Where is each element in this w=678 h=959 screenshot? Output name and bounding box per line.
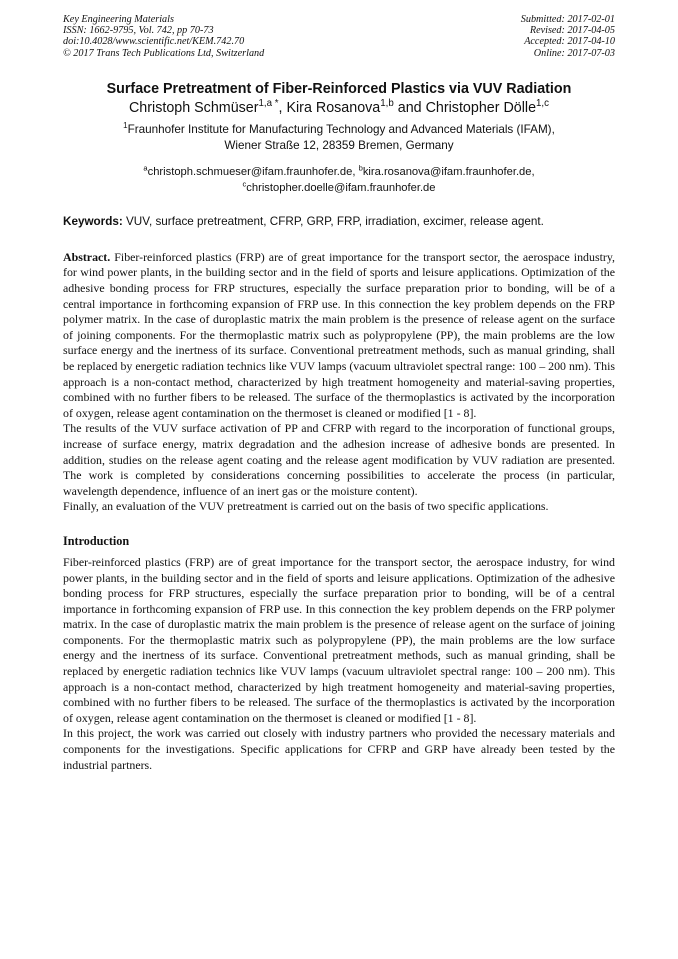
email-link[interactable]: kira.rosanova@ifam.fraunhofer.de,: [362, 165, 535, 178]
email-link[interactable]: christopher.doelle@ifam.fraunhofer.de: [246, 181, 436, 194]
header-right: [521, 14, 615, 59]
affiliation-line-1: Fraunhofer Institute for Manufacturing Technology and Advanced Materials (IFAM),: [127, 122, 555, 136]
abstract-label: Abstract.: [63, 249, 111, 264]
keywords-text: VUV, surface pretreatment, CFRP, GRP, FRP, irradiation, excimer, release agent.: [122, 214, 544, 228]
author-name: Christopher Dölle: [425, 99, 537, 116]
paper-title: Surface Pretreatment of Fiber-Reinforced Plastics via VUV Radiation: [106, 80, 572, 97]
affiliation: $^1$Fraunhofer Institute for Manufacturing Technology and Advanced Materials (IFAM), Wiener Straße 12, 28359 Bremen, Germany: [63, 122, 615, 155]
keywords: [63, 215, 615, 228]
copyright: © 2017 Trans Tech Publications Ltd, Switzerland: [63, 47, 265, 59]
header-left: [63, 14, 264, 59]
intro-paragraph: Fiber-reinforced plastics (FRP) are of great importance for the transport sector, the aerospace industry, for wind power plants, in the building sector and in the field of sports and leisure applications. Optimization of the adhesive bonding process for FRP structures, especially the surface preparation prior to bonding, will be of a central importance in forthcoming expansion of FRP use. In this connection the key problem depends on the FRP polymer matrix. In the case of duroplastic matrix the main problem is the presence of release agent on the surface of joining components. For the thermoplastic matrix such as polypropylene (PP), the main problems are the low surface energy and the inertness of its surface. Conventional pretreatment methods, such as manual grinding, shall be replaced by energetic radiation technics like VUV lamps (vacuum ultraviolet spectral range: 100 – 200 nm). This approach is a non-contact method, characterized by high treatment homogeneity and material-saving properties, combined with no further fibers to be released. The surface of the thermoplastics is activated by the incorporation of oxygen, release agent contamination on the thermoset is cleaned or modified [1 - 8].: [63, 554, 615, 725]
author-sup: 1,a *: [258, 98, 279, 110]
author-name: Kira Rosanova: [286, 99, 381, 116]
introduction-body: [63, 555, 615, 773]
affiliation-line-2: Wiener Straße 12, 28359 Bremen, Germany: [224, 139, 454, 153]
intro-paragraph: In this project, the work was carried out closely with industry partners who provided the necessary materials and components for the investigations. Specific applications for CFRP and GRP have already been tested by the industrial partners.: [63, 726, 615, 772]
doi: doi:10.4028/www.scientific.net/KEM.742.70: [63, 36, 245, 48]
journal-header: [63, 14, 615, 59]
email-link[interactable]: christoph.schmueser@ifam.fraunhofer.de,: [147, 165, 359, 178]
author-list: Christoph Schmüser$^{1,a *}$, Kira Rosanova$^{1,b}$ and Christopher Dölle$^{1,c}$: [128, 98, 549, 116]
accepted-date: Accepted: 2017-04-10: [524, 36, 615, 48]
keywords-label: Keywords:: [63, 214, 123, 228]
section-heading: Introduction: [63, 533, 130, 548]
author-name: Christoph Schmüser: [128, 99, 259, 116]
abstract-paragraph: The results of the VUV surface activation of PP and CFRP with regard to the incorporation of functional groups, increase of surface energy, matrix degradation and the adhesion increase of adhesive bonds are presented. In addition, studies on the release agent coating and the release agent modification by VUV radiation are presented. The work is completed by considerations concerning possibilities to accelerate the process (in particular, wavelength dependence, influence of an inert gas or the moisture content).: [63, 421, 615, 498]
online-date: Online: 2017-07-03: [533, 47, 615, 59]
author-sup: 1,c: [536, 98, 549, 110]
journal-name: Key Engineering Materials: [63, 14, 174, 25]
abstract-paragraph: Abstract. Fiber-reinforced plastics (FRP) are of great importance for the transport sector, the aerospace industry, for wind power plants, in the building sector and in the field of sports and leisure applications. Optimization of the adhesive bonding process for FRP structures, especially the surface preparation prior to bonding, will be of a central importance in forthcoming expansion of FRP use. In this connection the key problem depends on the FRP polymer matrix. In the case of duroplastic matrix the main problem is the presence of release agent on the surface of joining components. For the thermoplastic matrix such as polypropylene (PP), the main problems are the low surface energy and the inertness of its surface. Conventional pretreatment methods, such as manual grinding, shall be replaced by energetic radiation technics like VUV lamps (vacuum ultraviolet spectral range: 100 – 200 nm). This approach is a non-contact method, characterized by high treatment homogeneity and material-saving properties, combined with no further fibers to be released. The surface of the thermoplastics is activated by the incorporation of oxygen, release agent contamination on the thermoset is cleaned or modified [1 - 8].: [63, 249, 615, 420]
author-emails: $^a$christoph.schmueser@ifam.fraunhofer.de, $^b$kira.rosanova@ifam.fraunhofer.de, $^c$christopher.doelle@ifam.fraunhofer.de: [143, 163, 535, 194]
author-sup: 1,b: [380, 98, 394, 110]
revised-date: Revised: 2017-04-05: [529, 25, 615, 37]
abstract-paragraph: Finally, an evaluation of the VUV pretreatment is carried out on the basis of two specific applications.: [63, 499, 549, 514]
abstract: [63, 250, 615, 515]
submitted-date: Submitted: 2017-02-01: [520, 14, 615, 25]
paper-page: [63, 14, 615, 773]
issn: ISSN: 1662-9795, Vol. 742, pp 70-73: [63, 25, 214, 37]
